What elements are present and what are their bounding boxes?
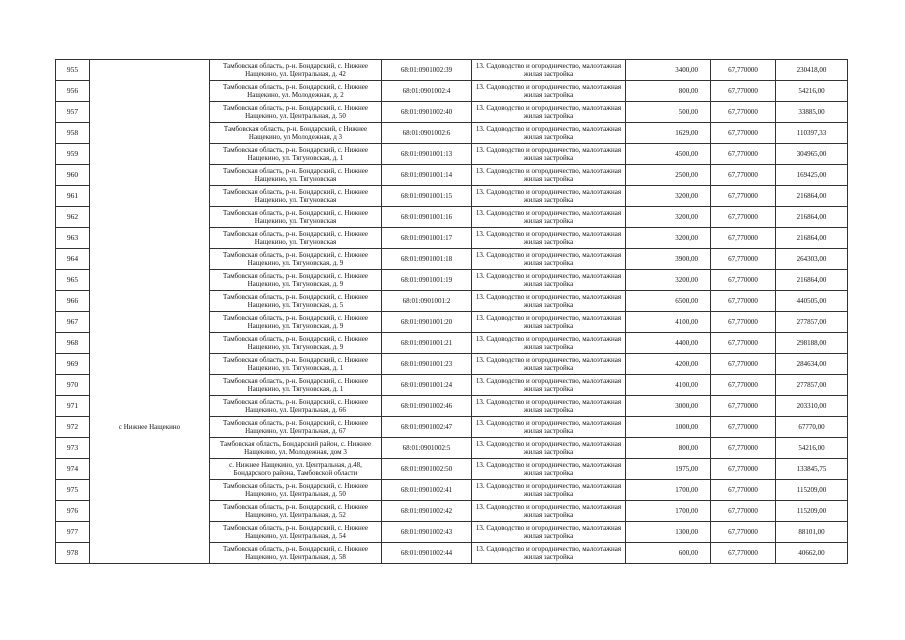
cadastral-number-cell: 68:01:0901001:24: [382, 375, 472, 396]
row-number-cell: 971: [56, 396, 90, 417]
address-cell: Тамбовская область, р-н. Бондарский, с. Нижнее Нащекино, ул. Тягуновская, д. 9: [210, 312, 382, 333]
rate-cell: 67,770000: [711, 102, 776, 123]
rate-cell: 67,770000: [711, 207, 776, 228]
location-cell: [90, 60, 210, 81]
cadastral-value-cell: 230418,00: [776, 60, 848, 81]
area-cell: 1700,00: [626, 501, 711, 522]
area-cell: 1975,00: [626, 459, 711, 480]
table-row: [56, 165, 848, 186]
land-use-cell: 13. Садоводство и огородничество, малоэтажная жилая застройка: [472, 228, 626, 249]
table-row: [56, 186, 848, 207]
address-cell: Тамбовская область, р-н. Бондарский, с. Нижнее Нащекино, ул. Тягуновская, д. 9: [210, 333, 382, 354]
land-use-cell: 13. Садоводство и огородничество, малоэтажная жилая застройка: [472, 291, 626, 312]
table-row: [56, 375, 848, 396]
table-row: [56, 249, 848, 270]
table-row: [56, 333, 848, 354]
land-use-cell: 13. Садоводство и огородничество, малоэтажная жилая застройка: [472, 522, 626, 543]
row-number-cell: 958: [56, 123, 90, 144]
cadastral-value-cell: 67770,00: [776, 417, 848, 438]
area-cell: 600,00: [626, 543, 711, 564]
location-cell: [90, 207, 210, 228]
land-use-cell: 13. Садоводство и огородничество, малоэтажная жилая застройка: [472, 207, 626, 228]
location-cell: [90, 144, 210, 165]
table-row: [56, 123, 848, 144]
cadastral-number-cell: 68:01:0901001:23: [382, 354, 472, 375]
row-number-cell: 967: [56, 312, 90, 333]
location-cell: [90, 186, 210, 207]
cadastral-value-cell: 277857,00: [776, 375, 848, 396]
rate-cell: 67,770000: [711, 459, 776, 480]
table-row: [56, 81, 848, 102]
rate-cell: 67,770000: [711, 354, 776, 375]
location-cell: [90, 165, 210, 186]
table-row: [56, 144, 848, 165]
address-cell: Тамбовская область, р-н. Бондарский, с. Нижнее Нащекино, ул. Центральная, д. 42: [210, 60, 382, 81]
document-page: [55, 59, 847, 564]
cadastral-value-cell: 88101,00: [776, 522, 848, 543]
area-cell: 3000,00: [626, 396, 711, 417]
location-cell: [90, 438, 210, 459]
land-use-cell: 13. Садоводство и огородничество, малоэтажная жилая застройка: [472, 123, 626, 144]
rate-cell: 67,770000: [711, 144, 776, 165]
address-cell: Тамбовская область, р-н. Бондарский, с. Нижнее Нащекино, ул. Тягуновская, д. 9: [210, 249, 382, 270]
land-use-cell: 13. Садоводство и огородничество, малоэтажная жилая застройка: [472, 354, 626, 375]
area-cell: 3400,00: [626, 60, 711, 81]
table-row: [56, 522, 848, 543]
land-use-cell: 13. Садоводство и огородничество, малоэтажная жилая застройка: [472, 60, 626, 81]
location-cell: [90, 228, 210, 249]
row-number-cell: 966: [56, 291, 90, 312]
location-cell: [90, 480, 210, 501]
rate-cell: 67,770000: [711, 165, 776, 186]
cadastral-number-cell: 68:01:0901002:47: [382, 417, 472, 438]
location-cell: [90, 270, 210, 291]
land-use-cell: 13. Садоводство и огородничество, малоэтажная жилая застройка: [472, 480, 626, 501]
land-use-cell: 13. Садоводство и огородничество, малоэтажная жилая застройка: [472, 312, 626, 333]
address-cell: Тамбовская область, р-н. Бондарский, с. Нижнее Нащекино, ул. Тягуновская: [210, 228, 382, 249]
cadastral-number-cell: 68:01:0901002:4: [382, 81, 472, 102]
rate-cell: 67,770000: [711, 60, 776, 81]
address-cell: Тамбовская область, р-н. Бондарский, с. Нижнее Нащекино, ул. Тягуновская: [210, 207, 382, 228]
address-cell: Тамбовская область, р-н. Бондарский, с. Нижнее Нащекино, ул. Центральная, д. 50: [210, 102, 382, 123]
area-cell: 4200,00: [626, 354, 711, 375]
row-number-cell: 974: [56, 459, 90, 480]
location-cell: [90, 543, 210, 564]
rate-cell: 67,770000: [711, 375, 776, 396]
cadastral-value-cell: 115209,00: [776, 501, 848, 522]
row-number-cell: 977: [56, 522, 90, 543]
row-number-cell: 955: [56, 60, 90, 81]
row-number-cell: 962: [56, 207, 90, 228]
cadastral-number-cell: 68:01:0901002:43: [382, 522, 472, 543]
cadastral-number-cell: 68:01:0901002:42: [382, 501, 472, 522]
table-row: [56, 501, 848, 522]
cadastral-value-cell: 203310,00: [776, 396, 848, 417]
location-cell: [90, 249, 210, 270]
row-number-cell: 970: [56, 375, 90, 396]
rate-cell: 67,770000: [711, 312, 776, 333]
table-row: [56, 459, 848, 480]
cadastral-value-cell: 133845,75: [776, 459, 848, 480]
rate-cell: 67,770000: [711, 270, 776, 291]
cadastral-value-cell: 115209,00: [776, 480, 848, 501]
cadastral-value-cell: 216864,00: [776, 228, 848, 249]
area-cell: 3900,00: [626, 249, 711, 270]
land-use-cell: 13. Садоводство и огородничество, малоэтажная жилая застройка: [472, 165, 626, 186]
area-cell: 1000,00: [626, 417, 711, 438]
table-row: [56, 102, 848, 123]
cadastral-number-cell: 68:01:0901001:20: [382, 312, 472, 333]
row-number-cell: 960: [56, 165, 90, 186]
rate-cell: 67,770000: [711, 438, 776, 459]
rate-cell: 67,770000: [711, 522, 776, 543]
land-use-cell: 13. Садоводство и огородничество, малоэтажная жилая застройка: [472, 102, 626, 123]
area-cell: 6500,00: [626, 291, 711, 312]
land-use-cell: 13. Садоводство и огородничество, малоэтажная жилая застройка: [472, 543, 626, 564]
address-cell: Тамбовская область, р-н. Бондарский, с. Нижнее Нащекино, ул. Тягуновская: [210, 186, 382, 207]
rate-cell: 67,770000: [711, 249, 776, 270]
cadastral-value-cell: 110397,33: [776, 123, 848, 144]
land-parcel-table: [55, 59, 848, 564]
table-row: [56, 417, 848, 438]
cadastral-number-cell: 68:01:0901002:39: [382, 60, 472, 81]
location-cell: [90, 333, 210, 354]
land-use-cell: 13. Садоводство и огородничество, малоэтажная жилая застройка: [472, 459, 626, 480]
rate-cell: 67,770000: [711, 186, 776, 207]
row-number-cell: 964: [56, 249, 90, 270]
cadastral-value-cell: 298188,00: [776, 333, 848, 354]
cadastral-number-cell: 68:01:0901001:2: [382, 291, 472, 312]
row-number-cell: 963: [56, 228, 90, 249]
table-row: [56, 312, 848, 333]
cadastral-value-cell: 216864,00: [776, 207, 848, 228]
location-cell: [90, 102, 210, 123]
rate-cell: 67,770000: [711, 123, 776, 144]
location-cell: [90, 522, 210, 543]
row-number-cell: 969: [56, 354, 90, 375]
address-cell: Тамбовская область, р-н. Бондарский, с. Нижнее Нащекино, ул. Центральная, д. 52: [210, 501, 382, 522]
area-cell: 1300,00: [626, 522, 711, 543]
cadastral-value-cell: 284634,00: [776, 354, 848, 375]
address-cell: Тамбовская область, р-н. Бондарский, с. Нижнее Нащекино, ул. Центральная, д. 50: [210, 480, 382, 501]
table-row: [56, 480, 848, 501]
cadastral-number-cell: 68:01:0901001:18: [382, 249, 472, 270]
cadastral-number-cell: 68:01:0901002:5: [382, 438, 472, 459]
row-number-cell: 968: [56, 333, 90, 354]
table-body: [56, 60, 848, 564]
row-number-cell: 956: [56, 81, 90, 102]
row-number-cell: 978: [56, 543, 90, 564]
rate-cell: 67,770000: [711, 480, 776, 501]
table-row: [56, 438, 848, 459]
land-use-cell: 13. Садоводство и огородничество, малоэтажная жилая застройка: [472, 501, 626, 522]
address-cell: Тамбовская область, р-н. Бондарский, с. Нижнее Нащекино, ул. Центральная, д. 54: [210, 522, 382, 543]
cadastral-number-cell: 68:01:0901002:50: [382, 459, 472, 480]
rate-cell: 67,770000: [711, 396, 776, 417]
location-cell: [90, 291, 210, 312]
location-cell: [90, 123, 210, 144]
area-cell: 500,00: [626, 102, 711, 123]
address-cell: Тамбовская область, р-н. Бондарский, с. Нижнее Нащекино, ул. Тягуновская, д. 1: [210, 354, 382, 375]
cadastral-number-cell: 68:01:0901001:17: [382, 228, 472, 249]
cadastral-number-cell: 68:01:0901002:41: [382, 480, 472, 501]
cadastral-value-cell: 33885,00: [776, 102, 848, 123]
cadastral-number-cell: 68:01:0901001:16: [382, 207, 472, 228]
cadastral-value-cell: 216864,00: [776, 186, 848, 207]
address-cell: Тамбовская область, р-н. Бондарский, с. Нижнее Нащекино, ул. Тягуновская, д. 1: [210, 375, 382, 396]
table-row: [56, 354, 848, 375]
rate-cell: 67,770000: [711, 333, 776, 354]
row-number-cell: 965: [56, 270, 90, 291]
address-cell: с. Нижнее Нащекино, ул. Центральная, д.48, Бондарского района, Тамбовской области: [210, 459, 382, 480]
area-cell: 1700,00: [626, 480, 711, 501]
row-number-cell: 975: [56, 480, 90, 501]
cadastral-number-cell: 68:01:0901001:14: [382, 165, 472, 186]
address-cell: Тамбовская область, р-н. Бондарский, с. Нижнее Нащекино, ул. Молодежная, д. 2: [210, 81, 382, 102]
row-number-cell: 972: [56, 417, 90, 438]
row-number-cell: 973: [56, 438, 90, 459]
cadastral-number-cell: 68:01:0901002:44: [382, 543, 472, 564]
address-cell: Тамбовская область, р-н. Бондарский, с. Нижнее Нащекино, ул. Центральная, д. 67: [210, 417, 382, 438]
land-use-cell: 13. Садоводство и огородничество, малоэтажная жилая застройка: [472, 144, 626, 165]
cadastral-value-cell: 440505,00: [776, 291, 848, 312]
rate-cell: 67,770000: [711, 417, 776, 438]
area-cell: 4100,00: [626, 312, 711, 333]
location-cell: [90, 396, 210, 417]
land-use-cell: 13. Садоводство и огородничество, малоэтажная жилая застройка: [472, 81, 626, 102]
row-number-cell: 959: [56, 144, 90, 165]
table-row: [56, 60, 848, 81]
location-cell: [90, 354, 210, 375]
location-cell: [90, 312, 210, 333]
row-number-cell: 976: [56, 501, 90, 522]
table-row: [56, 270, 848, 291]
location-cell: [90, 375, 210, 396]
cadastral-value-cell: 40662,00: [776, 543, 848, 564]
cadastral-value-cell: 169425,00: [776, 165, 848, 186]
rate-cell: 67,770000: [711, 81, 776, 102]
cadastral-value-cell: 216864,00: [776, 270, 848, 291]
cadastral-value-cell: 304965,00: [776, 144, 848, 165]
area-cell: 3200,00: [626, 228, 711, 249]
address-cell: Тамбовская область, р-н. Бондарский, с. Нижнее Нащекино, ул. Тягуновская, д. 1: [210, 144, 382, 165]
area-cell: 2500,00: [626, 165, 711, 186]
address-cell: Тамбовская область, р-н. Бондарский, с. Нижнее Нащекино, ул. Центральная, д. 58: [210, 543, 382, 564]
area-cell: 1629,00: [626, 123, 711, 144]
table-row: [56, 291, 848, 312]
cadastral-number-cell: 68:01:0901001:21: [382, 333, 472, 354]
rate-cell: 67,770000: [711, 543, 776, 564]
table-row: [56, 228, 848, 249]
rate-cell: 67,770000: [711, 501, 776, 522]
land-use-cell: 13. Садоводство и огородничество, малоэтажная жилая застройка: [472, 396, 626, 417]
address-cell: Тамбовская область, р-н. Бондарский, с. Нижнее Нащекино, ул. Тягуновская: [210, 165, 382, 186]
rate-cell: 67,770000: [711, 291, 776, 312]
area-cell: 4400,00: [626, 333, 711, 354]
area-cell: 800,00: [626, 81, 711, 102]
land-use-cell: 13. Садоводство и огородничество, малоэтажная жилая застройка: [472, 417, 626, 438]
table-row: [56, 207, 848, 228]
address-cell: Тамбовская область, р-н. Бондарский, с. Нижнее Нащекино, ул. Центральная, д. 66: [210, 396, 382, 417]
area-cell: 4500,00: [626, 144, 711, 165]
cadastral-number-cell: 68:01:0901001:19: [382, 270, 472, 291]
cadastral-number-cell: 68:01:0901002:40: [382, 102, 472, 123]
cadastral-value-cell: 264303,00: [776, 249, 848, 270]
cadastral-number-cell: 68:01:0901001:13: [382, 144, 472, 165]
location-cell: [90, 459, 210, 480]
address-cell: Тамбовская область, р-н. Бондарский, с. Нижнее Нащекино, ул. Тягуновская, д. 9: [210, 270, 382, 291]
location-cell: [90, 81, 210, 102]
cadastral-value-cell: 54216,00: [776, 81, 848, 102]
rate-cell: 67,770000: [711, 228, 776, 249]
address-cell: Тамбовская область, р-н. Бондарский, с Нижнее Нащекино, ул Молодежная, д 3: [210, 123, 382, 144]
land-use-cell: 13. Садоводство и огородничество, малоэтажная жилая застройка: [472, 186, 626, 207]
row-number-cell: 961: [56, 186, 90, 207]
cadastral-number-cell: 68:01:0901002:46: [382, 396, 472, 417]
land-use-cell: 13. Садоводство и огородничество, малоэтажная жилая застройка: [472, 249, 626, 270]
area-cell: 3200,00: [626, 207, 711, 228]
address-cell: Тамбовская область, р-н. Бондарский, с. Нижнее Нащекино, ул. Тягуновская, д. 5: [210, 291, 382, 312]
address-cell: Тамбовская область, Бондарский район, с. Нижнее Нащекино, ул. Молодежная, дом 3: [210, 438, 382, 459]
cadastral-value-cell: 54216,00: [776, 438, 848, 459]
land-use-cell: 13. Садоводство и огородничество, малоэтажная жилая застройка: [472, 270, 626, 291]
area-cell: 3200,00: [626, 186, 711, 207]
cadastral-number-cell: 68:01:0901002:6: [382, 123, 472, 144]
location-cell: [90, 501, 210, 522]
area-cell: 3200,00: [626, 270, 711, 291]
area-cell: 800,00: [626, 438, 711, 459]
area-cell: 4100,00: [626, 375, 711, 396]
cadastral-number-cell: 68:01:0901001:15: [382, 186, 472, 207]
land-use-cell: 13. Садоводство и огородничество, малоэтажная жилая застройка: [472, 438, 626, 459]
land-use-cell: 13. Садоводство и огородничество, малоэтажная жилая застройка: [472, 375, 626, 396]
land-use-cell: 13. Садоводство и огородничество, малоэтажная жилая застройка: [472, 333, 626, 354]
location-cell: с Нижнее Нащекино: [90, 417, 210, 438]
cadastral-value-cell: 277857,00: [776, 312, 848, 333]
table-row: [56, 543, 848, 564]
row-number-cell: 957: [56, 102, 90, 123]
table-row: [56, 396, 848, 417]
